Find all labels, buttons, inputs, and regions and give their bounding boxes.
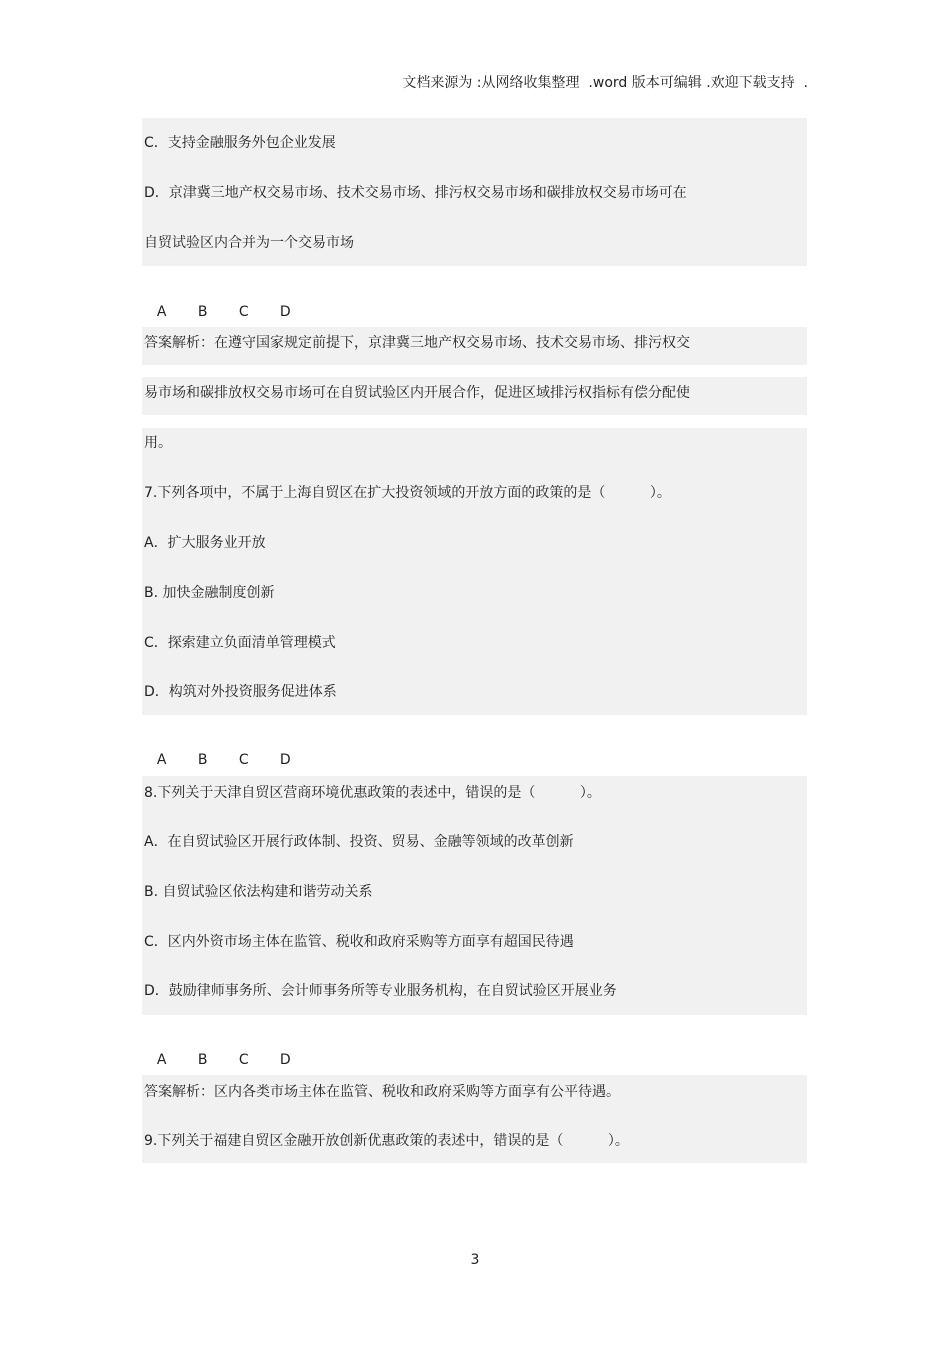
q7-option-a: A．扩大服务业开放 [144,535,266,551]
q6-analysis-line1: 答案解析：在遵守国家规定前提下，京津冀三地产权交易市场、技术交易市场、排污权交 [144,335,690,351]
q7-answer-choices [144,733,317,769]
q6-analysis-line3: 用。 [144,435,172,451]
page-header: 文档来源为 :从网络收集整理 .word 版本可编辑 .欢迎下载支持 . [402,75,808,91]
q8-analysis: 答案解析：区内各类市场主体在监管、税收和政府采购等方面享有公平待遇。 [144,1084,620,1100]
choice-a: A [156,1052,167,1068]
q6-option-d-line2: 自贸试验区内合并为一个交易市场 [144,235,354,251]
q8-question: 8.下列关于天津自贸区营商环境优惠政策的表述中，错误的是（ ）。 [144,785,601,801]
q6-analysis-line2: 易市场和碳排放权交易市场可在自贸试验区内开展合作，促进区域排污权指标有偿分配使 [144,385,690,401]
q7-option-d: D．构筑对外投资服务促进体系 [144,684,337,700]
q6-option-d-line1: D．京津冀三地产权交易市场、技术交易市场、排污权交易市场和碳排放权交易市场可在 [144,185,687,201]
choice-d: D [279,1052,291,1068]
q8-answer-choices [144,1033,317,1069]
choice-d: D [279,304,291,320]
choice-b: B [197,304,208,320]
choice-a: A [156,752,167,768]
q8-option-a: A．在自贸试验区开展行政体制、投资、贸易、金融等领域的改革创新 [144,834,574,850]
choice-b: B [197,1052,208,1068]
choice-c: C [238,752,249,768]
q7-option-c: C．探索建立负面清单管理模式 [144,635,336,651]
choice-c: C [238,1052,249,1068]
choice-d: D [279,752,291,768]
q6-option-c: C．支持金融服务外包企业发展 [144,135,336,151]
page-number: 3 [470,1252,480,1268]
q7-question: 7.下列各项中，不属于上海自贸区在扩大投资领域的开放方面的政策的是（ ）。 [144,485,671,501]
q9-question: 9.下列关于福建自贸区金融开放创新优惠政策的表述中，错误的是（ ）。 [144,1133,629,1149]
choice-c: C [238,304,249,320]
q7-option-b: B. 加快金融制度创新 [144,585,275,601]
shaded-block [142,428,807,715]
q8-option-d: D．鼓励律师事务所、会计师事务所等专业服务机构，在自贸试验区开展业务 [144,983,617,999]
choice-a: A [156,304,167,320]
q6-answer-choices [144,285,317,321]
q8-option-c: C．区内外资市场主体在监管、税收和政府采购等方面享有超国民待遇 [144,934,574,950]
choice-b: B [197,752,208,768]
q8-option-b: B. 自贸试验区依法构建和谐劳动关系 [144,884,373,900]
